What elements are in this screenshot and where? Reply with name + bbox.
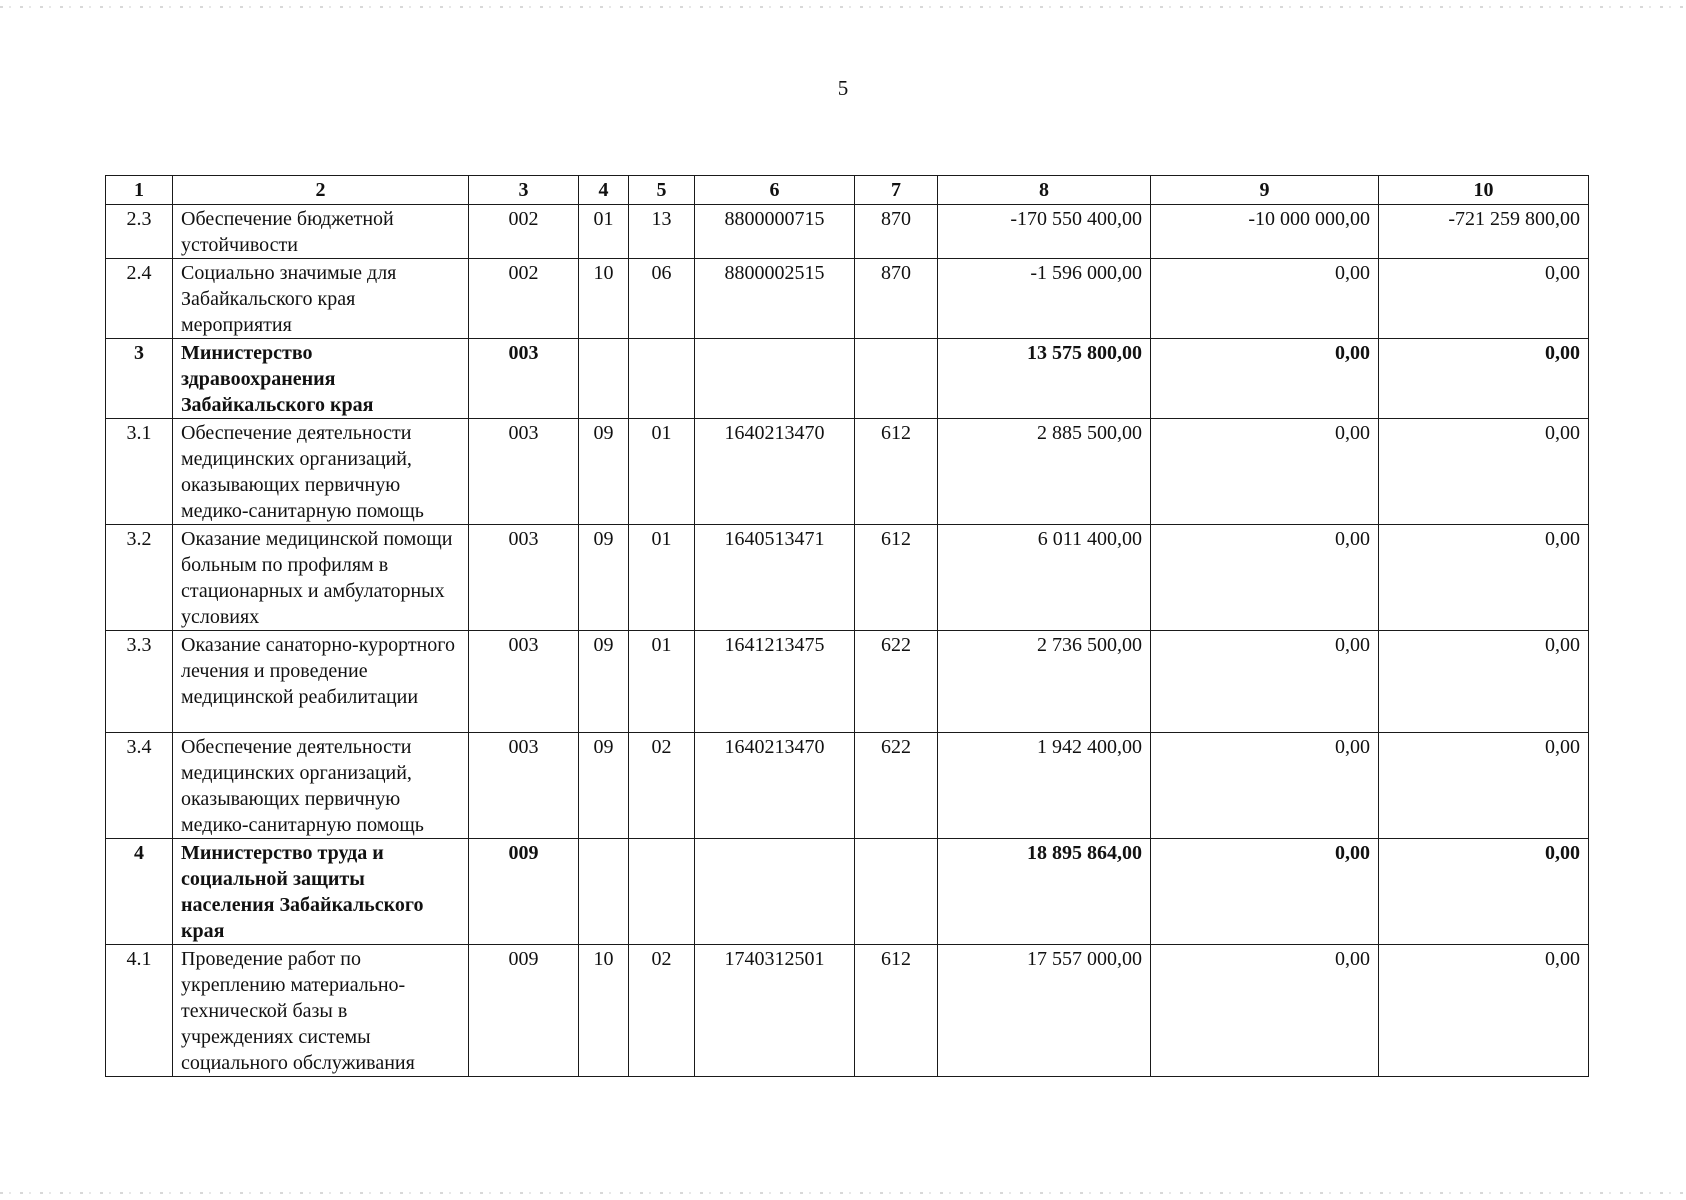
- expense-type-code: 612: [855, 945, 938, 1077]
- amount-col-10: 0,00: [1379, 733, 1589, 839]
- section-code: 10: [579, 945, 629, 1077]
- expense-type-code: [855, 339, 938, 419]
- amount-col-10: 0,00: [1379, 945, 1589, 1077]
- header-cell: 4: [579, 176, 629, 205]
- amount-col-9: 0,00: [1151, 525, 1379, 631]
- amount-col-9: 0,00: [1151, 945, 1379, 1077]
- row-number: 4: [106, 839, 173, 945]
- row-description: Оказание медицинской помощи больным по профилям в стационарных и амбулаторных условиях: [173, 525, 469, 631]
- budget-table: [105, 175, 1589, 1077]
- page-number: 5: [837, 76, 849, 100]
- expense-type-code: 870: [855, 259, 938, 339]
- table-row: [106, 525, 1589, 631]
- table-row: [106, 205, 1589, 259]
- amount-col-10: 0,00: [1379, 259, 1589, 339]
- target-article-code: 1640513471: [695, 525, 855, 631]
- row-description: Обеспечение деятельности медицинских организаций, оказывающих первичную медико-санитарную помощь: [173, 733, 469, 839]
- header-cell: 2: [173, 176, 469, 205]
- amount-col-10: 0,00: [1379, 839, 1589, 945]
- amount-col-9: 0,00: [1151, 631, 1379, 733]
- section-code: 01: [579, 205, 629, 259]
- row-number: 2.3: [106, 205, 173, 259]
- section-code: [579, 339, 629, 419]
- row-number: 4.1: [106, 945, 173, 1077]
- amount-col-10: 0,00: [1379, 419, 1589, 525]
- amount-col-8: 13 575 800,00: [938, 339, 1151, 419]
- amount-col-9: 0,00: [1151, 839, 1379, 945]
- header-cell: 1: [106, 176, 173, 205]
- ministry-code: 002: [469, 205, 579, 259]
- amount-col-8: 2 736 500,00: [938, 631, 1151, 733]
- ministry-code: 009: [469, 839, 579, 945]
- amount-col-8: -170 550 400,00: [938, 205, 1151, 259]
- amount-col-9: 0,00: [1151, 339, 1379, 419]
- row-number: 3.3: [106, 631, 173, 733]
- amount-col-9: 0,00: [1151, 733, 1379, 839]
- expense-type-code: [855, 839, 938, 945]
- subsection-code: 01: [629, 419, 695, 525]
- amount-col-9: 0,00: [1151, 419, 1379, 525]
- table-row: [106, 733, 1589, 839]
- amount-col-8: 1 942 400,00: [938, 733, 1151, 839]
- ministry-code: 003: [469, 631, 579, 733]
- target-article-code: 1740312501: [695, 945, 855, 1077]
- row-number: 3: [106, 339, 173, 419]
- amount-col-10: 0,00: [1379, 631, 1589, 733]
- section-code: 09: [579, 525, 629, 631]
- ministry-code: 003: [469, 733, 579, 839]
- header-row: [106, 176, 1589, 205]
- amount-col-10: -721 259 800,00: [1379, 205, 1589, 259]
- row-description: Проведение работ по укреплению материально-технической базы в учреждениях системы социального обслуживания: [173, 945, 469, 1077]
- header-cell: 8: [938, 176, 1151, 205]
- ministry-code: 003: [469, 419, 579, 525]
- expense-type-code: 612: [855, 525, 938, 631]
- header-cell: 9: [1151, 176, 1379, 205]
- table-row: [106, 259, 1589, 339]
- amount-col-10: 0,00: [1379, 525, 1589, 631]
- section-code: 09: [579, 631, 629, 733]
- subsection-code: 02: [629, 945, 695, 1077]
- table-row: [106, 419, 1589, 525]
- row-description: Министерство труда и социальной защиты населения Забайкальского края: [173, 839, 469, 945]
- table-row: [106, 631, 1589, 733]
- target-article-code: [695, 339, 855, 419]
- scan-top-edge: [0, 6, 1686, 8]
- amount-col-8: -1 596 000,00: [938, 259, 1151, 339]
- row-description: Министерство здравоохранения Забайкальского края: [173, 339, 469, 419]
- row-description: Социально значимые для Забайкальского края мероприятия: [173, 259, 469, 339]
- expense-type-code: 622: [855, 631, 938, 733]
- subsection-code: 01: [629, 631, 695, 733]
- table-row: [106, 945, 1589, 1077]
- section-code: 10: [579, 259, 629, 339]
- table-row-ministry-total: [106, 839, 1589, 945]
- ministry-code: 003: [469, 525, 579, 631]
- expense-type-code: 612: [855, 419, 938, 525]
- target-article-code: 8800000715: [695, 205, 855, 259]
- expense-type-code: 622: [855, 733, 938, 839]
- section-code: 09: [579, 733, 629, 839]
- amount-col-10: 0,00: [1379, 339, 1589, 419]
- section-code: [579, 839, 629, 945]
- subsection-code: [629, 339, 695, 419]
- amount-col-8: 6 011 400,00: [938, 525, 1151, 631]
- table-row-ministry-total: [106, 339, 1589, 419]
- amount-col-9: -10 000 000,00: [1151, 205, 1379, 259]
- ministry-code: 002: [469, 259, 579, 339]
- subsection-code: [629, 839, 695, 945]
- row-number: 3.1: [106, 419, 173, 525]
- amount-col-8: 17 557 000,00: [938, 945, 1151, 1077]
- header-cell: 5: [629, 176, 695, 205]
- ministry-code: 003: [469, 339, 579, 419]
- target-article-code: 8800002515: [695, 259, 855, 339]
- target-article-code: 1641213475: [695, 631, 855, 733]
- subsection-code: 02: [629, 733, 695, 839]
- row-number: 2.4: [106, 259, 173, 339]
- header-cell: 10: [1379, 176, 1589, 205]
- target-article-code: 1640213470: [695, 733, 855, 839]
- subsection-code: 13: [629, 205, 695, 259]
- target-article-code: 1640213470: [695, 419, 855, 525]
- target-article-code: [695, 839, 855, 945]
- header-cell: 3: [469, 176, 579, 205]
- row-number: 3.4: [106, 733, 173, 839]
- scan-bottom-edge: [0, 1192, 1686, 1194]
- row-number: 3.2: [106, 525, 173, 631]
- ministry-code: 009: [469, 945, 579, 1077]
- subsection-code: 01: [629, 525, 695, 631]
- amount-col-9: 0,00: [1151, 259, 1379, 339]
- expense-type-code: 870: [855, 205, 938, 259]
- section-code: 09: [579, 419, 629, 525]
- row-description: Обеспечение бюджетной устойчивости: [173, 205, 469, 259]
- subsection-code: 06: [629, 259, 695, 339]
- header-cell: 7: [855, 176, 938, 205]
- row-description: Обеспечение деятельности медицинских организаций, оказывающих первичную медико-санитарную помощь: [173, 419, 469, 525]
- amount-col-8: 2 885 500,00: [938, 419, 1151, 525]
- amount-col-8: 18 895 864,00: [938, 839, 1151, 945]
- row-description: Оказание санаторно-курортного лечения и проведение медицинской реабилитации: [173, 631, 469, 733]
- header-cell: 6: [695, 176, 855, 205]
